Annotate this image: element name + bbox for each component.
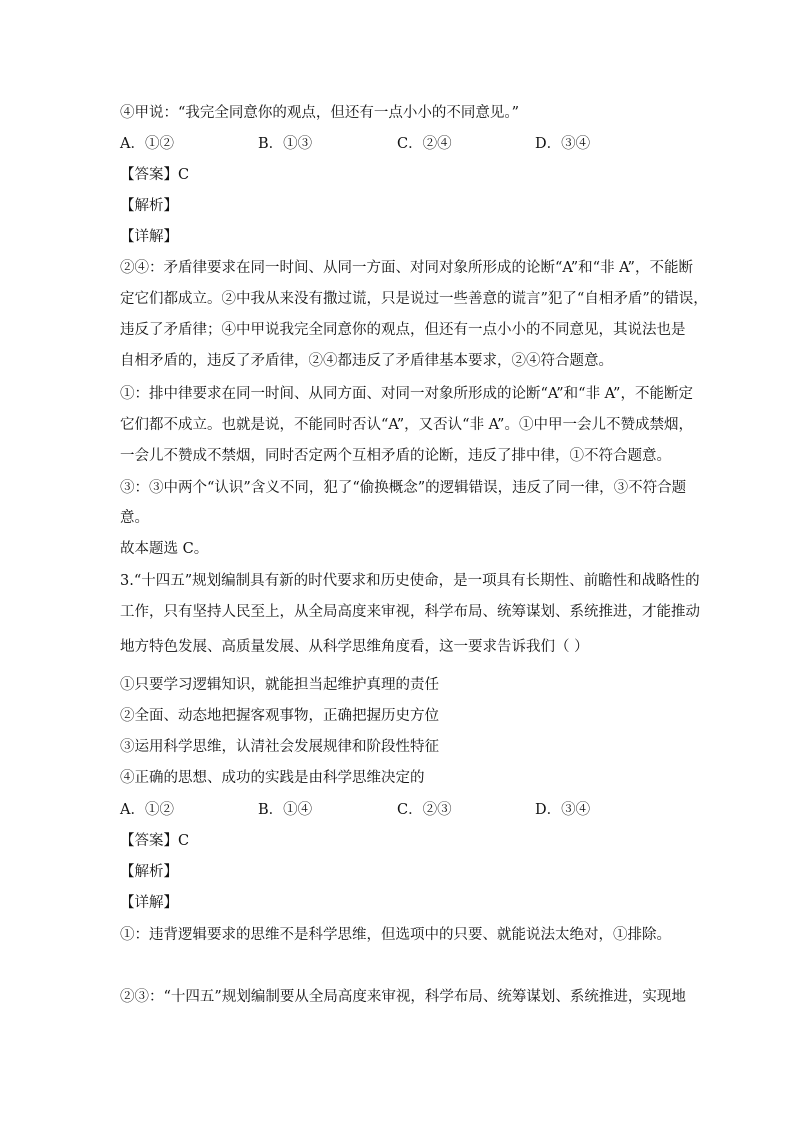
q2-explanation-line: 一会儿不赞成不禁烟，同时否定两个互相矛盾的论断，违反了排中律，①不符合题意。 [120,448,671,464]
q3-stem-line: 3.“十四五”规划编制具有新的时代要求和历史使命，是一项具有长期性、前瞻性和战略性的 [120,573,700,589]
q3-option-c: C．②③ [397,802,452,818]
q2-option-a: A．①② [120,136,174,152]
q2-explanation-line: 自相矛盾的，违反了矛盾律，②④都违反了矛盾律基本要求，②④符合题意。 [120,353,613,369]
q3-item-3: ③运用科学思维，认清社会发展规律和阶段性特征 [120,739,439,755]
q2-explanation-line: ①：排中律要求在同一时间、从同方面、对同一对象所形成的论断“A”和“非 A”，不能断定 [120,386,693,402]
q2-explanation-line: 意。 [120,510,149,526]
q3-answer: 【答案】C [120,833,190,849]
q2-option-c: C．②④ [397,136,452,152]
q2-option-b: B．①③ [258,136,313,152]
q3-stem-line: 地方特色发展、高质量发展、从科学思维角度看，这一要求告诉我们（ ） [120,639,589,655]
q3-option-b: B．①④ [258,802,313,818]
q2-conclusion: 故本题选 C。 [120,541,209,557]
q3-option-d: D．③④ [535,802,591,818]
q3-explanation-line: ②③：“十四五”规划编制要从全局高度来审视，科学布局、统筹谋划、系统推进，实现地 [120,989,686,1005]
q3-item-1: ①只要学习逻辑知识，就能担当起维护真理的责任 [120,677,439,693]
q3-analysis-heading: 【解析】 [120,864,178,880]
q2-explanation-line: ②④：矛盾律要求在同一时间、从同一方面、对同对象所形成的论断“A”和“非 A”，不能断 [120,260,693,276]
q2-explanation-line: 它们都不成立。也就是说，不能同时否认“A”，又否认“非 A”。①中甲一会儿不赞成禁烟， [120,417,693,433]
q3-option-a: A．①② [120,802,174,818]
q2-explanation-line: 定它们都成立。②中我从来没有撒过谎，只是说过一些善意的谎言”犯了“自相矛盾”的错误， [120,291,708,307]
q3-item-4: ④正确的思想、成功的实践是由科学思维决定的 [120,770,425,786]
q3-item-2: ②全面、动态地把握客观事物，正确把握历史方位 [120,708,439,724]
q2-explanation-line: 违反了矛盾律；④中甲说我完全同意你的观点，但还有一点小小的不同意见，其说法也是 [120,322,686,338]
q2-option-d: D．③④ [535,136,591,152]
q2-detail-heading: 【详解】 [120,229,178,245]
q2-explanation-line: ③：③中两个“认识”含义不同，犯了“偷换概念”的逻辑错误，违反了同一律，③不符合题 [120,480,687,496]
q3-stem-line: 工作，只有坚持人民至上，从全局高度来审视，科学布局、统筹谋划、系统推进，才能推动 [120,604,700,620]
q2-item-4: ④甲说：“我完全同意你的观点，但还有一点小小的不同意见。” [120,105,520,121]
q2-answer: 【答案】C [120,167,190,183]
q3-explanation-line: ①：违背逻辑要求的思维不是科学思维，但选项中的只要、就能说法太绝对，①排除。 [120,927,671,943]
q2-analysis-heading: 【解析】 [120,198,178,214]
q3-detail-heading: 【详解】 [120,895,178,911]
